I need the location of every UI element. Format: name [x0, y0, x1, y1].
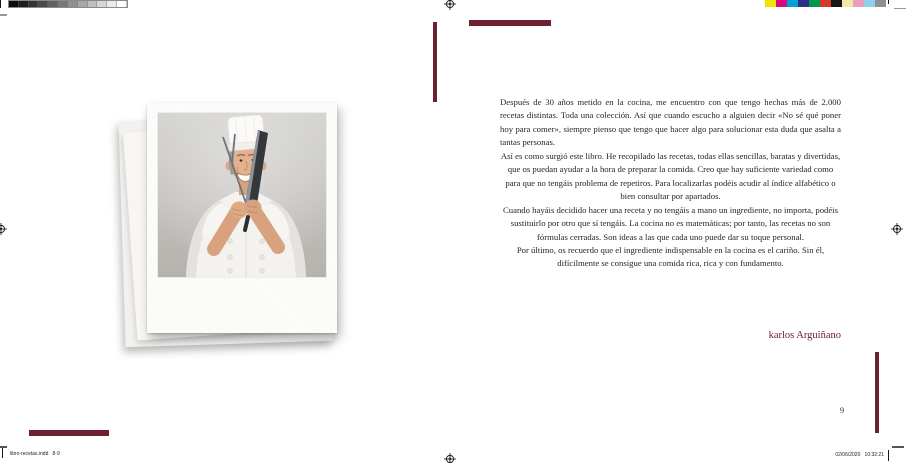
paragraph: Después de 30 años metido en la cocina, me encuentro con que tengo hechas más de 2.000 recetas distintas. Toda una colección. Así que cuando escucho a alguien decir «No sé qué poner hoy para comer», siempre pienso que tengo que hacer algo para solucionar esta duda que asalta a tantas personas.: [500, 97, 841, 148]
trim-mark-top-left: [0, 14, 7, 16]
registration-mark-icon: [891, 222, 903, 234]
polaroid-frame: [147, 103, 337, 333]
decorative-rule-horizontal-bottom-left: [29, 430, 109, 436]
color-swatch: [58, 1, 68, 7]
crop-mark-top-right-vertical: [888, 0, 889, 4]
crop-mark-bottom-right-vertical: [888, 450, 889, 461]
decorative-rule-vertical-gutter: [433, 22, 437, 102]
color-swatch: [29, 1, 39, 7]
grayscale-calibration-bar: [8, 0, 128, 8]
color-swatch: [798, 0, 809, 7]
color-swatch: [809, 0, 820, 7]
color-swatch: [9, 1, 19, 7]
cmyk-color-bar: [765, 0, 886, 7]
color-swatch: [853, 0, 864, 7]
registration-mark-icon: [444, 452, 456, 463]
intro-text-block: [500, 96, 841, 271]
color-swatch: [831, 0, 842, 7]
color-swatch: [820, 0, 831, 7]
registration-mark-icon: [0, 222, 7, 234]
trim-mark-top-right: [894, 8, 906, 10]
page-number: 9: [839, 405, 845, 415]
color-swatch: [117, 1, 127, 7]
color-swatch: [97, 1, 107, 7]
color-swatch: [776, 0, 787, 7]
color-swatch: [765, 0, 776, 7]
paragraph: Así es como surgió este libro. He recopilado las recetas, todas ellas sencillas, baratas y divertidas, que os puedan ayudar a la hora de preparar la comida. Creo que hay suficiente variedad como para que no tengáis problema de repetiros. Para localizarlas podéis acudir al índice alfabético o bien consultar por apartados.: [500, 150, 841, 202]
registration-mark-icon: [444, 0, 456, 9]
color-swatch: [19, 1, 29, 7]
decorative-rule-vertical-right: [875, 352, 879, 433]
slug-filename: libro-recetas.indd 8-9: [10, 451, 60, 457]
decorative-rule-horizontal-top: [469, 20, 551, 26]
author-signature: karlos Arguiñano: [768, 330, 841, 341]
chef-portrait-photo: [158, 113, 326, 277]
paragraph: Por último, os recuerdo que el ingrediente indispensable en la cocina es el cariño. Sin él, difícilmente se consigue una comida rica, rica y con fundamento.: [516, 244, 825, 269]
color-swatch: [787, 0, 798, 7]
color-swatch: [38, 1, 48, 7]
crop-mark-top-left-vertical: [0, 0, 1, 8]
color-swatch: [864, 0, 875, 7]
color-swatch: [68, 1, 78, 7]
color-swatch: [842, 0, 853, 7]
crop-mark-bottom-left-vertical: [2, 448, 3, 458]
trim-mark-bottom-right: [892, 446, 904, 448]
color-swatch: [48, 1, 58, 7]
slug-datetime: 02/06/2020 10:32:21: [835, 452, 884, 458]
color-swatch: [875, 0, 886, 7]
paragraph: Cuando hayáis decidido hacer una receta y no tengáis a mano un ingrediente, no importa, podéis sustituirlo por otro que sí tengáis. La cocina no es matemáticas; por tanto, las recetas no son fórmulas cerradas. Son ideas a las que cada uno puede dar su toque personal.: [502, 204, 839, 242]
color-swatch: [107, 1, 117, 7]
color-swatch: [88, 1, 98, 7]
color-swatch: [78, 1, 88, 7]
